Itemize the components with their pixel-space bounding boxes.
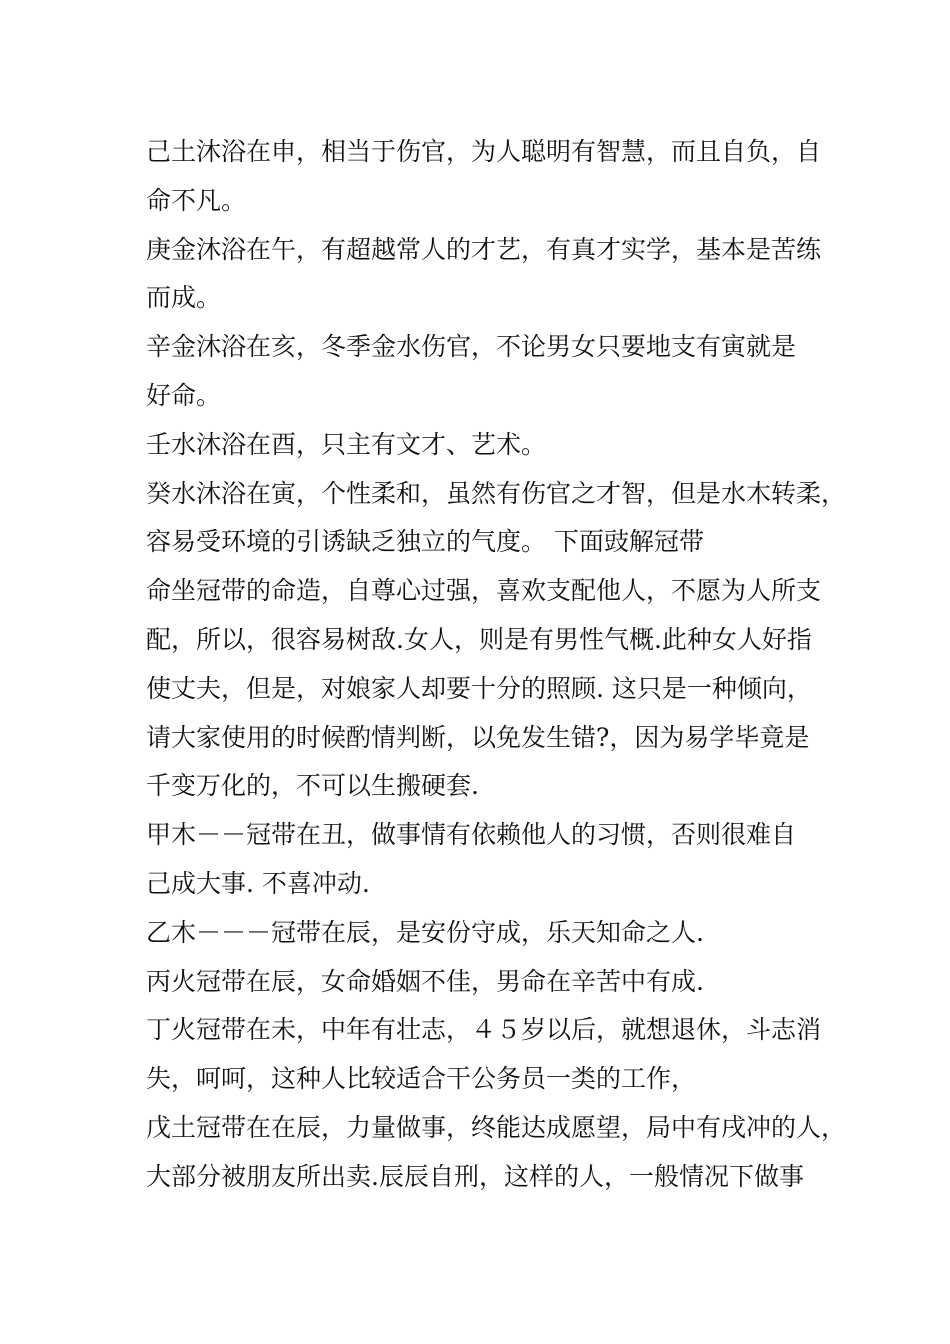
text-line: 丁火冠带在未，中年有壮志，４５岁以后，就想退休，斗志消 bbox=[146, 1015, 822, 1045]
text-line: 而成。 bbox=[146, 283, 222, 313]
text-line: 失，呵呵，这种人比较适合干公务员一类的工作， bbox=[146, 1064, 697, 1094]
document-body bbox=[146, 128, 847, 1202]
text-line: 请大家使用的时候酌情判断，以免发生错?，因为易学毕竟是 bbox=[146, 722, 810, 752]
text-line: 己成大事. 不喜冲动. bbox=[146, 868, 370, 898]
text-line: 大部分被朋友所出卖.辰辰自刑，这样的人，一般情况下做事 bbox=[146, 1161, 804, 1191]
text-line: 千变万化的，不可以生搬硬套. bbox=[146, 771, 479, 801]
text-line: 乙木－－－冠带在辰，是安份守成，乐天知命之人. bbox=[146, 917, 704, 947]
text-line: 壬水沐浴在酉，只主有文才、艺术。 bbox=[146, 429, 547, 459]
text-line: 容易受环境的引诱缺乏独立的气度。 下面豉解冠带 bbox=[146, 527, 704, 557]
text-line: 使丈夫，但是，对娘家人却要十分的照顾. 这只是一种倾向， bbox=[146, 673, 812, 703]
text-line: 好命。 bbox=[146, 380, 222, 410]
text-line: 命不凡。 bbox=[146, 185, 247, 215]
text-line: 丙火冠带在辰，女命婚姻不佳，男命在辛苦中有成. bbox=[146, 966, 704, 996]
text-line: 配，所以，很容易树敌.女人，则是有男性气概.此种女人好指 bbox=[146, 624, 812, 654]
text-line: 辛金沐浴在亥，冬季金水伤官，不论男女只要地支有寅就是 bbox=[146, 332, 797, 362]
text-line: 戊土冠带在在辰，力量做事，终能达成愿望，局中有戌冲的人， bbox=[146, 1112, 847, 1142]
text-line: 己土沐浴在申，相当于伤官，为人聪明有智慧，而且自负，自 bbox=[146, 137, 822, 166]
text-line: 甲木－－冠带在丑，做事情有依赖他人的习惯，否则很难自 bbox=[146, 820, 797, 850]
text-line: 命坐冠带的命造，自尊心过强，喜欢支配他人，不愿为人所支 bbox=[146, 576, 822, 606]
text-line: 癸水沐浴在寅，个性柔和，虽然有伤官之才智，但是水木转柔， bbox=[146, 478, 847, 508]
text-line: 庚金沐浴在午，有超越常人的才艺，有真才实学，基本是苦练 bbox=[146, 234, 822, 264]
